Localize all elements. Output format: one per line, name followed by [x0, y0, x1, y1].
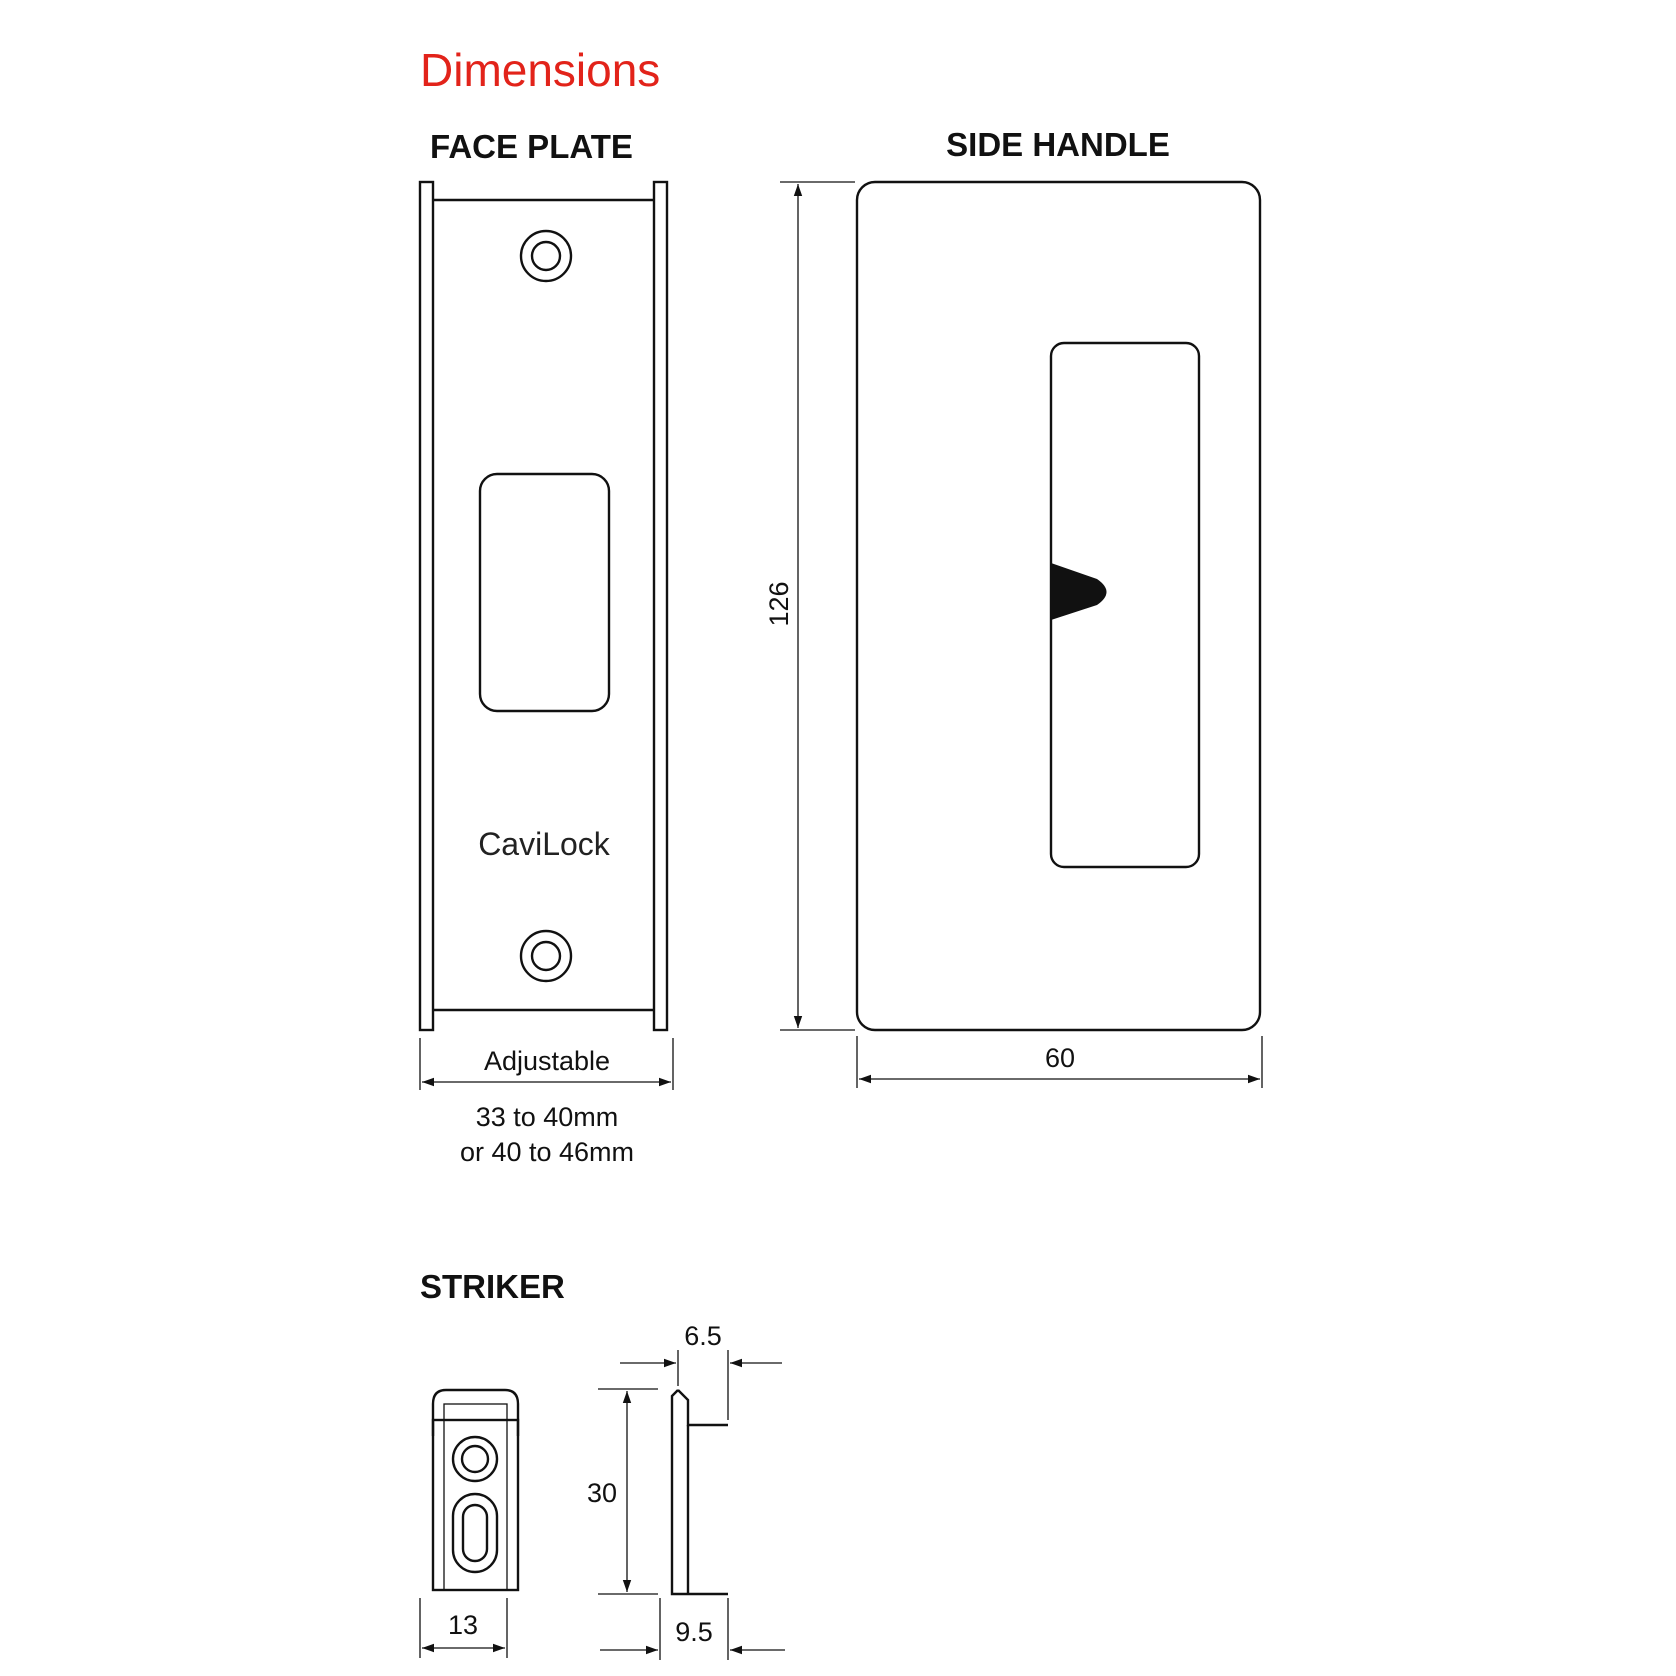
striker-top-depth-label: 6.5 [684, 1321, 722, 1351]
striker-width-label: 13 [447, 1610, 479, 1640]
brand-logo: CaviLock [478, 826, 610, 862]
page-title: Dimensions [420, 44, 661, 96]
side-handle-height-label: 126 [764, 581, 794, 627]
face-plate-range-1: 33 to 40mm [475, 1102, 619, 1132]
face-plate-heading: FACE PLATE [430, 128, 633, 165]
pointer-icon [1051, 563, 1107, 620]
striker-bottom-depth-label: 9.5 [675, 1617, 713, 1647]
side-handle-heading: SIDE HANDLE [946, 126, 1170, 163]
striker-drawing [420, 1268, 785, 1660]
face-plate-left-flange [420, 182, 433, 1030]
striker-height-label: 30 [586, 1478, 618, 1508]
face-plate-drawing [420, 128, 673, 1167]
latch-opening [480, 474, 609, 711]
striker-side-view [672, 1390, 728, 1594]
striker-front-view [433, 1390, 518, 1590]
side-handle-width-label: 60 [1044, 1043, 1076, 1073]
face-plate-width-label: Adjustable [483, 1046, 611, 1076]
side-handle-drawing [764, 126, 1262, 1088]
top-screw-hole-icon [521, 231, 571, 281]
face-plate-range-2: or 40 to 46mm [459, 1137, 635, 1167]
bottom-screw-hole-icon [521, 931, 571, 981]
striker-heading: STRIKER [420, 1268, 565, 1305]
face-plate-right-flange [654, 182, 667, 1030]
